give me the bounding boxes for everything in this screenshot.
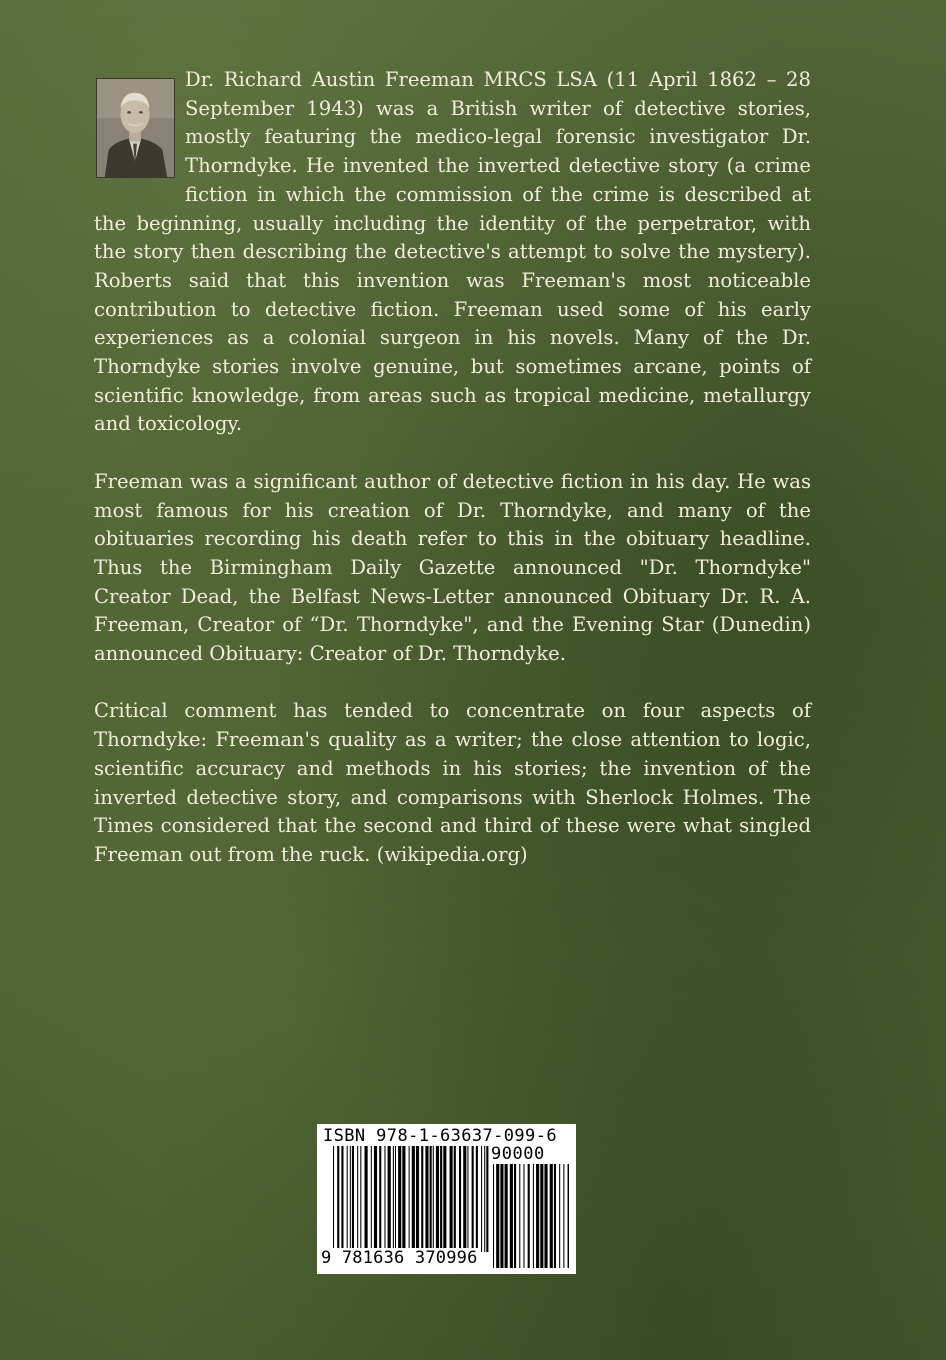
barcode-bar — [484, 1146, 485, 1252]
barcode-bar — [350, 1146, 351, 1252]
barcode-bar — [559, 1164, 560, 1268]
paragraph-critical: Critical comment has tended to concentrate on four aspects of Thorndyke: Freeman's quality as a writer; the close attention to logic, scientific accuracy and methods in his stories; the invention of the inverted detective story, and comparisons with Sherlock Holmes. The Times considered that the second and third of these were what singled Freeman out from the ruck. (wikipedia.org) — [94, 699, 811, 866]
barcode-bar — [357, 1146, 358, 1252]
barcode-bar — [379, 1146, 381, 1252]
barcode-bar — [352, 1146, 354, 1252]
barcode-bar — [398, 1146, 401, 1252]
barcode-bar — [374, 1146, 377, 1252]
paragraph-bio — [94, 66, 811, 439]
barcode-bar — [433, 1146, 434, 1252]
barcode-bar — [450, 1146, 453, 1252]
barcode-bar — [519, 1164, 520, 1268]
paragraph-bio-text: Dr. Richard Austin Freeman MRCS LSA (11 April 1862 – 28 September 1943) was a British writer of detective stories, mostly featuring the medico-legal forensic investigator Dr. Thorndyke. He invented the inverted detective story (a crime fiction in which the commission of the crime is described at the beginning, usually including the identity of the perpetrator, with the story then describing the detective's attempt to solve the mystery). Roberts said that this invention was Freeman's most noticeable contribution to detective fiction. Freeman used some of his early experiences as a colonial surgeon in his novels. Many of the Dr. Thorndyke stories involve genuine, but sometimes arcane, points of scientific knowledge, from areas such as tropical medicine, metallurgy and toxicology. — [94, 68, 811, 436]
barcode-bar — [341, 1146, 343, 1252]
barcode-bar — [472, 1146, 474, 1252]
barcode-bar — [481, 1146, 482, 1252]
barcode-bar — [333, 1146, 334, 1252]
barcode-bar — [443, 1146, 446, 1252]
barcode-bar — [409, 1146, 410, 1252]
barcode-bar — [430, 1146, 432, 1252]
description-text — [94, 66, 811, 898]
barcode-bar — [360, 1146, 361, 1252]
barcode-bar — [523, 1164, 524, 1268]
barcode-bar — [510, 1164, 513, 1268]
author-portrait-image — [97, 79, 174, 177]
barcode-bar — [528, 1164, 530, 1268]
barcode-bar — [563, 1164, 564, 1268]
barcode-bar — [421, 1146, 423, 1252]
barcode-bar — [496, 1164, 499, 1268]
barcode-bar — [486, 1146, 488, 1252]
barcode-bar — [436, 1146, 439, 1252]
barcode-bar — [347, 1146, 348, 1252]
barcode-bar — [365, 1146, 368, 1252]
barcode-bar — [384, 1146, 385, 1252]
barcode-bar — [425, 1146, 428, 1252]
barcode-bar — [463, 1146, 466, 1252]
barcode-bar — [536, 1164, 539, 1268]
barcode-bar — [395, 1146, 396, 1252]
author-portrait — [96, 78, 175, 178]
barcode-bar — [544, 1164, 547, 1268]
barcode-bar — [402, 1146, 405, 1252]
ean-number: 9 781636 370996 — [321, 1248, 478, 1268]
barcode-bar — [533, 1164, 534, 1268]
barcode-bar — [568, 1164, 569, 1268]
barcode-bar — [416, 1146, 419, 1252]
barcode-bar — [476, 1146, 478, 1252]
barcode-bar — [493, 1164, 494, 1268]
barcode-addon-number: 90000 — [491, 1144, 545, 1164]
barcode-bar — [514, 1164, 516, 1268]
paragraph-reputation: Freeman was a significant author of detective fiction in his day. He was most famous for his creation of Dr. Thorndyke, and many of the obituaries recording his death refer to this in the obituary headline. Thus the Birmingham Daily Gazette announced "Dr. Thorndyke" Creator Dead, the Belfast News-Letter announced Obituary Dr. R. A. Freeman, Creator of “Dr. Thorndyke", and the Evening Star (Dunedin) announced Obituary: Creator of Dr. Thorndyke. — [94, 469, 811, 666]
barcode-bar — [500, 1164, 503, 1268]
barcode-bar — [440, 1146, 442, 1252]
barcode-bar — [467, 1146, 468, 1252]
barcode-bar — [550, 1164, 553, 1268]
barcode-bar — [388, 1146, 391, 1252]
barcode-bar — [412, 1146, 415, 1252]
barcode-bar — [454, 1146, 456, 1252]
addon-barcode-bars — [493, 1164, 569, 1268]
barcode-bar — [540, 1164, 543, 1268]
barcode-bar — [554, 1164, 556, 1268]
barcode-bar — [459, 1146, 461, 1252]
isbn-label: ISBN 978-1-63637-099-6 — [323, 1126, 557, 1146]
barcode-bar — [505, 1164, 508, 1268]
barcode-bar — [393, 1146, 394, 1252]
isbn-barcode — [317, 1124, 576, 1274]
barcode-bar — [371, 1146, 372, 1252]
barcode-bar — [337, 1146, 339, 1252]
ean-barcode-bars — [333, 1146, 489, 1252]
